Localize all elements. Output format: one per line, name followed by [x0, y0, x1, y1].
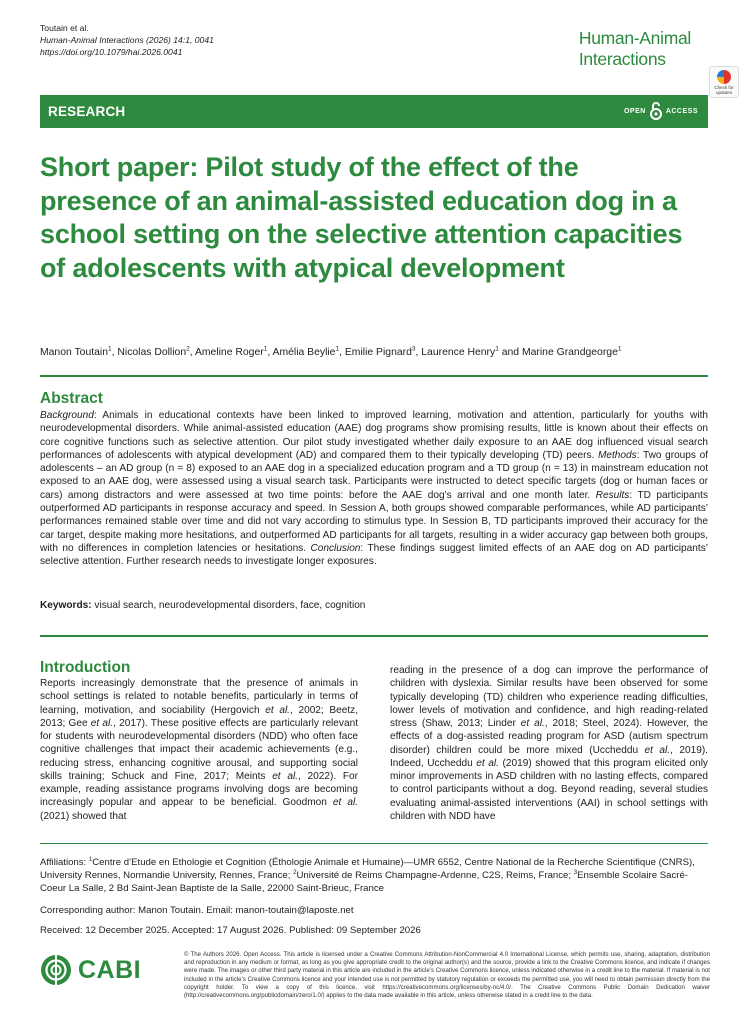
license-text: © The Authors 2026. Open Access. This article is licensed under a Creative Commons Attribution-NonCommercial 4.0 International License, which permits use, sharing, adaptation, distribution and reproduction in any medium or format, as long as you give appropriate credit to the original author(s) and the source, provide a link to the Creative Commons licence, and indicate if changes were made. The images or other third party material in this article are included in the article’s Creative Commons licence, unless indicated otherwise in a credit line to the material. If material is not included in the article’s Creative Commons licence and your intended use is not permitted by statutory regulation or exceeds the permitted use, you will need to obtain permission directly from the copyright holder. To view a copy of this licence, visit https://creativecommons.org/licenses/by-nc/4.0/. The Creative Commons Public Domain Dedication waiver (http://creativecommons.org/publicdomain/zero/1.0/) applies to the data made available in this article, unless otherwise stated in a credit line to the data. [184, 951, 710, 1000]
author-name: Ameline Roger [194, 347, 264, 358]
abstract-heading: Abstract [40, 390, 103, 407]
check-for-updates-badge[interactable] [709, 66, 739, 98]
affiliations: Affiliations: $^1$Centre d’Etude en Ethologie et Cognition (Éthologie Animale et Humaine)—UMR 6552, Centre National de la Recherche Scientifique (CNRS), University Rennes, Normandie University, Rennes, France; $^2$Université de Reims Champagne-Ardenne, C2S, Reims, France; $^3$Ensemble Scolaire Sacré-Coeur La Salle, 2 Bd Saint-Jean Baptiste de la Salle, 22000 Saint-Brieuc, France [40, 856, 695, 894]
publisher-name: CABI [78, 955, 142, 984]
author-name: Emilie Pignard [344, 347, 412, 358]
introduction-column-left: Reports increasingly demonstrate that the presence of animals in school settings is related to notable benefits, particularly in terms of learning, motivation, and sociability (Hergovich et al., 2002; Beetz, 2013; Gee et al., 2017). These positive effects are particularly relevant for students with neurodevelopmental disorders (NDD) who often face cognitive challenges that impact their academic achievements (e.g., reducing stress, enhancing cognitive arousal, and supporting social skills training; Schuck and Fine, 2017; Meints et al., 2022). For example, reading assistance programs involving dogs are becoming increasingly popular and appear to be beneficial. Goodmon et al. (2021) showed that [40, 678, 359, 822]
check-updates-icon [717, 70, 731, 84]
affiliation-text: Ensemble Scolaire Sacré-Coeur La Salle, 2 Bd Saint-Jean Baptiste de la Salle, 22000 Saint-Brieuc, France [40, 870, 688, 894]
open-access-access: ACCESS [665, 107, 698, 115]
divider-middle [40, 635, 708, 637]
abstract-background-label: Background [40, 410, 94, 421]
open-access-open: OPEN [623, 107, 646, 115]
publication-dates: Received: 12 December 2025. Accepted: 17 August 2026. Published: 09 September 2026 [40, 925, 421, 936]
publisher-logo [40, 950, 141, 990]
abstract-background: : Animals in educational contexts have been linked to improved learning, motivation and attention, particularly for youths with neurodevelopmental disorders. While animal-assisted education (AAE) dog programs show promising results, little is known about their effects on core cognitive functions such as selective attention. Our pilot study investigated whether daily exposure to an AAE dog influenced visual search performances of adolescents with atypical development (AD) and compared them to their typically developing (TD) peers. [40, 410, 708, 461]
doi-link[interactable]: https://doi.org/10.1079/hai.2026.0041 [40, 47, 183, 57]
introduction-column-right: reading in the presence of a dog can improve the performance of children with dyslexia. Similar results have been observed for some typically developing (TD) children who experience reading difficulties, lower levels of motivation and confidence, and high reading-related stress (Shaw, 2013; Linder et al., 2018; Steel, 2024). However, the effects of a dog-assisted reading program for ASD (autism spectrum disorder) children could be more mixed (Uccheddu et al., 2019). Indeed, Uccheddu et al. (2019) showed that this program elicited only minor improvements in ASD children with no lasting effects, compared to control participants without a dog. Beyond reading, several studies evaluating animal-assisted interventions (AAI) in school settings with children with NDD have [390, 665, 709, 822]
author-affiliation-number: 1 [617, 345, 622, 353]
open-access-lock-icon [649, 101, 663, 121]
author-list: Manon Toutain$^1$, Nicolas Dollion$^2$, Ameline Roger$^1$, Amélia Beylie$^1$, Emilie Pignard$^3$, Laurence Henry$^1$ and Marine Grandgeorge$^1$ [40, 345, 622, 358]
author-affiliation-number: 2 [186, 345, 190, 353]
journal-logo [579, 28, 691, 70]
keywords [40, 600, 708, 611]
cabi-logo-icon [40, 954, 72, 986]
affiliation-number: 2 [293, 869, 297, 876]
author-affiliation-number: 1 [335, 345, 340, 353]
article-title: Short paper: Pilot study of the effect of the presence of an animal-assisted education dog in a school setting on the selective attention capacities of adolescents with atypical development [40, 152, 683, 283]
author-name: Nicolas Dollion [117, 347, 187, 358]
divider-footer [40, 843, 708, 844]
citation-etal: et al. [265, 704, 290, 716]
corresponding-author: Corresponding author: Manon Toutain. Email: manon-toutain@laposte.net [40, 905, 354, 916]
abstract-results-label: Results [595, 489, 630, 501]
abstract-body [40, 409, 708, 569]
affiliation-number: 1 [88, 856, 93, 863]
abstract-conclusion: : These findings suggest limited effects of an AAE dog on AD participants’ selective attention. Further research needs to investigate longer exposures. [40, 542, 708, 568]
author-name: Amélia Beylie [272, 347, 336, 358]
citation-etal: et al. [332, 797, 358, 809]
abstract-methods: : Two groups of adolescents – an AD group (n = 8) exposed to an AAE dog in a specialized education program and a TD group (n = 13) in mainstream education not exposed to an AAE dog, were assessed using a visual search task. Participants were instructed to detect specific targets (dog or human faces or cars) among distractors and were assessed at two time points: before the AAE dog’s arrival and one month later. [40, 449, 709, 501]
author-name: Manon Toutain [40, 347, 108, 358]
abstract-results: : TD participants outperformed AD participants in response accuracy and speed. In Session A, both groups showed comparable performances, while AD participants’ performances remained stable over time and did not vary according to stimulus type. In Session B, TD participants improved their accuracy for the car target, despite making more hesitations, and outperformed AD participants for all targets, resulting in a wider accuracy gap between both groups, with no differences in completion latencies or hesitations. [40, 489, 709, 554]
check-updates-label: Check for updates [714, 85, 734, 95]
citation-etal: et al. [272, 770, 298, 782]
citation-etal: et al. [90, 717, 114, 729]
keywords-text: visual search, neurodevelopmental disorders, face, cognition [94, 600, 366, 611]
citation-block [40, 22, 214, 58]
author-name: Marine Grandgeorge [521, 347, 618, 358]
introduction-heading: Introduction [40, 659, 131, 676]
keywords-label: Keywords: [40, 600, 92, 611]
journal-logo-line1: Human-Animal [578, 28, 691, 48]
running-authors: Toutain et al. [40, 23, 89, 33]
author-affiliation-number: 1 [263, 345, 268, 353]
author-affiliation-number: 3 [411, 345, 416, 353]
open-access-badge [624, 101, 698, 121]
affiliation-text: Université de Reims Champagne-Ardenne, C2S, Reims, France; [296, 870, 574, 881]
journal-citation: Human-Animal Interactions (2026) 14:1, 0041 [40, 35, 214, 45]
abstract-conclusion-label: Conclusion [310, 542, 361, 554]
journal-logo-line2: Interactions [578, 49, 666, 69]
citation-etal: et al. [476, 757, 499, 769]
article-type-band [40, 95, 708, 128]
divider-top [40, 375, 708, 377]
affiliation-text: Centre d’Etude en Ethologie et Cognition (Éthologie Animale et Humaine)—UMR 6552, Centre National de la Recherche Scientifique (CNRS), University Rennes, Normandie University, Rennes, France; [40, 857, 695, 881]
author-name: Laurence Henry [421, 347, 496, 358]
citation-etal: et al. [520, 718, 545, 729]
article-type-label: RESEARCH [48, 104, 126, 119]
author-affiliation-number: 1 [495, 345, 499, 353]
abstract-methods-label: Methods [597, 449, 637, 461]
affiliation-number: 3 [573, 869, 578, 876]
author-affiliation-number: 1 [107, 345, 112, 353]
citation-etal: et al. [644, 744, 671, 756]
